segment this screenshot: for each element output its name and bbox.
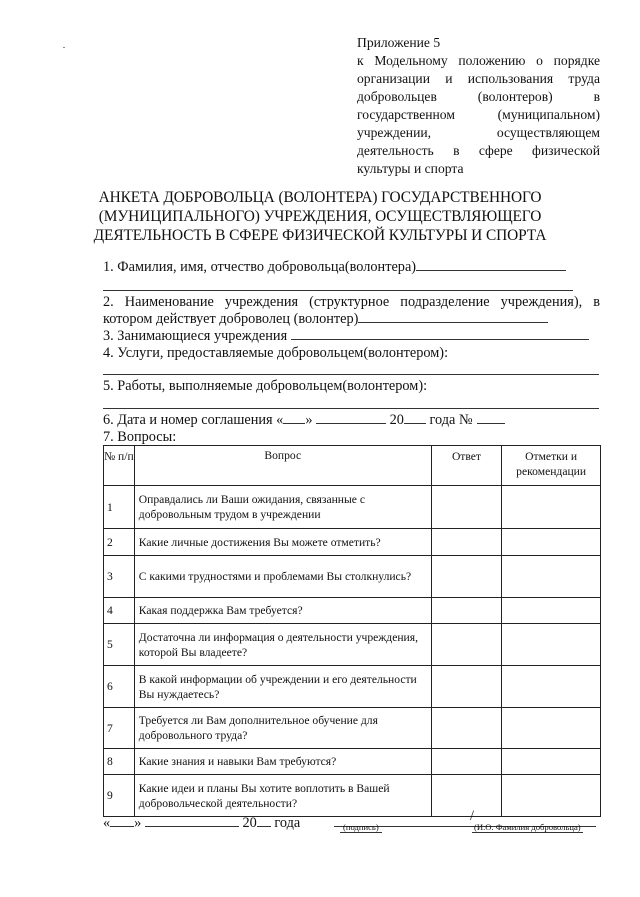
row-number: 5 [104, 624, 135, 666]
field-full-name-label: 1. Фамилия, имя, отчество добровольца(волонтера) [103, 259, 417, 275]
agreement-year-input[interactable] [404, 423, 426, 424]
works-input-line[interactable] [103, 408, 599, 409]
sig-quote-open: « [103, 815, 111, 831]
table-row [104, 486, 601, 529]
row-question: Какие идеи и планы Вы хотите воплотить в Вашей добровольческой деятельности? [134, 775, 431, 817]
answer-cell[interactable] [431, 529, 502, 556]
answer-cell[interactable] [431, 775, 502, 817]
appendix-text: к Модельному положению о порядке организации и использования труда добровольцев (волонтеров) в государственном (муниципальном) учреждении, осуществляющем деятельность в сфере физической культуры и спорта [357, 53, 600, 176]
scan-speck [63, 47, 65, 48]
header-notes: Отметки и рекомендации [502, 446, 601, 486]
notes-cell[interactable] [502, 556, 601, 598]
table-row [104, 598, 601, 624]
table-row [104, 749, 601, 775]
document-title: АНКЕТА ДОБРОВОЛЬЦА (ВОЛОНТЕРА) ГОСУДАРСТВЕННОГО (МУНИЦИПАЛЬНОГО) УЧРЕЖДЕНИЯ, ОСУЩЕСТВЛЯЮЩЕГО ДЕЯТЕЛЬНОСТЬ В СФЕРЕ ФИЗИЧЕСКОЙ КУЛЬТУРЫ И СПОРТА [93, 189, 547, 244]
notes-cell[interactable] [502, 749, 601, 775]
sig-year-prefix: 20 [242, 815, 257, 831]
notes-cell[interactable] [502, 598, 601, 624]
notes-cell[interactable] [502, 624, 601, 666]
table-row [104, 556, 601, 598]
signature-slash: / [470, 808, 474, 824]
row-question: Достаточна ли информация о деятельности учреждения, которой Вы владеете? [134, 624, 431, 666]
row-number: 9 [104, 775, 135, 817]
table-row [104, 775, 601, 817]
row-question: С какими трудностями и проблемами Вы столкнулись? [134, 556, 431, 598]
row-question: Требуется ли Вам дополнительное обучение для добровольного труда? [134, 708, 431, 749]
header-answer: Ответ [431, 446, 502, 486]
notes-cell[interactable] [502, 529, 601, 556]
sig-year-input[interactable] [257, 826, 271, 827]
field-agreement [103, 411, 505, 429]
answer-cell[interactable] [431, 749, 502, 775]
field-institution [103, 310, 548, 328]
signature-caption: (подпись) [340, 822, 382, 833]
table-header-row [104, 446, 601, 486]
row-question: Какие личные достижения Вы можете отметить? [134, 529, 431, 556]
answer-cell[interactable] [431, 666, 502, 708]
full-name-input-line[interactable] [416, 270, 566, 271]
table-row [104, 529, 601, 556]
answer-cell[interactable] [431, 556, 502, 598]
answer-cell[interactable] [431, 598, 502, 624]
institution-input-line[interactable] [358, 322, 548, 323]
row-number: 8 [104, 749, 135, 775]
agreement-year-prefix: 20 [389, 412, 404, 428]
field-services-label: 4. Услуги, предоставляемые добровольцем(волонтером): [103, 345, 449, 361]
row-number: 1 [104, 486, 135, 529]
field-participants [103, 327, 589, 345]
agreement-day-input[interactable] [283, 423, 305, 424]
table-row [104, 624, 601, 666]
row-question: Какая поддержка Вам требуется? [134, 598, 431, 624]
notes-cell[interactable] [502, 708, 601, 749]
sig-year-suffix: года [274, 815, 301, 831]
sig-month-input[interactable] [145, 826, 239, 827]
row-number: 6 [104, 666, 135, 708]
agreement-label: 6. Дата и номер соглашения « [103, 412, 284, 428]
row-number: 7 [104, 708, 135, 749]
row-number: 2 [104, 529, 135, 556]
name-caption: (И.О. Фамилия добровольца) [474, 822, 581, 832]
row-number: 3 [104, 556, 135, 598]
table-row [104, 708, 601, 749]
notes-cell[interactable] [502, 666, 601, 708]
questions-table [103, 445, 601, 817]
table-row [104, 666, 601, 708]
field-full-name [103, 258, 566, 276]
field-institution-line1: 2. Наименование учреждения (структурное подразделение учреждения), в [103, 294, 600, 310]
services-input-line[interactable] [103, 374, 599, 375]
agreement-number-label: года № [429, 412, 473, 428]
answer-cell[interactable] [431, 486, 502, 529]
field-participants-label: 3. Занимающиеся учреждения [103, 328, 288, 344]
signature-date [103, 814, 300, 832]
row-question: Какие знания и навыки Вам требуются? [134, 749, 431, 775]
header-num: № п/п [104, 446, 135, 486]
sig-quote-close: » [134, 815, 142, 831]
agreement-quote-close: » [305, 412, 313, 428]
header-question: Вопрос [134, 446, 431, 486]
field-works-label: 5. Работы, выполняемые добровольцем(волонтером): [103, 378, 428, 394]
answer-cell[interactable] [431, 624, 502, 666]
agreement-month-input[interactable] [316, 423, 386, 424]
field-institution-label: котором действует доброволец (волонтер) [103, 311, 359, 327]
answer-cell[interactable] [431, 708, 502, 749]
sig-day-input[interactable] [110, 826, 134, 827]
notes-cell[interactable] [502, 775, 601, 817]
row-number: 4 [104, 598, 135, 624]
agreement-number-input[interactable] [477, 423, 505, 424]
field-questions-label: 7. Вопросы: [103, 429, 177, 445]
appendix-block [357, 34, 600, 178]
row-question: В какой информации об учреждении и его деятельности Вы нуждаетесь? [134, 666, 431, 708]
notes-cell[interactable] [502, 486, 601, 529]
row-question: Оправдались ли Ваши ожидания, связанные с добровольным трудом в учреждении [134, 486, 431, 529]
appendix-label: Приложение 5 [357, 35, 441, 50]
full-name-line-2[interactable] [103, 290, 573, 291]
participants-input-line[interactable] [291, 339, 589, 340]
